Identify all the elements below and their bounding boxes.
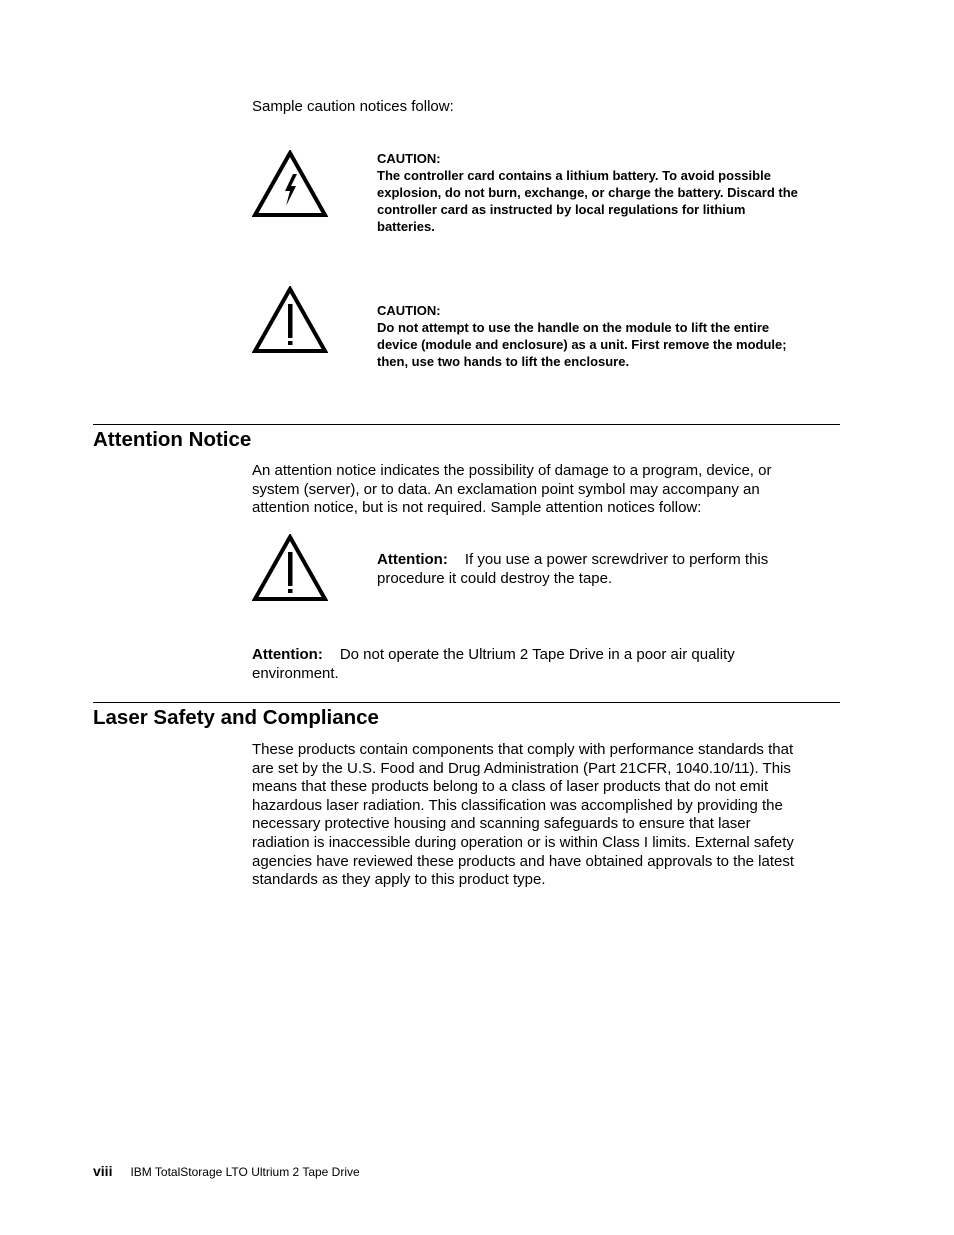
intro-text: Sample caution notices follow:: [252, 98, 454, 115]
paragraph-line: system (server), or to data. An exclamation point symbol may accompany an: [252, 480, 760, 498]
paragraph-line: necessary protective housing and scanning safeguards to ensure that laser: [252, 815, 751, 833]
laser-paragraph: [252, 741, 852, 890]
attention-notice-screwdriver: [377, 551, 842, 588]
attention-label: Attention:: [377, 551, 448, 568]
caution-label: CAUTION:: [377, 151, 441, 166]
attention-line: Do not operate the Ultrium 2 Tape Drive in a poor air quality: [339, 646, 735, 663]
caution-line: batteries.: [377, 219, 435, 234]
caution-line: controller card as instructed by local regulations for lithium: [377, 202, 746, 217]
attention-line: If you use a power screwdriver to perform this: [464, 551, 769, 568]
paragraph-line: are set by the U.S. Food and Drug Administration (Part 21CFR, 1040.10/11). This: [252, 759, 791, 777]
attention-notice-air-quality: [252, 646, 842, 683]
page-footer: [93, 1163, 360, 1181]
section-heading-attention: Attention Notice: [93, 428, 252, 451]
paragraph-line: attention notice, but is not required. Sample attention notices follow:: [252, 499, 702, 517]
caution-line: Do not attempt to use the handle on the module to lift the entire: [377, 320, 770, 335]
section-divider: [93, 702, 840, 703]
attention-label: Attention:: [252, 646, 323, 663]
page-number: viii: [93, 1163, 113, 1179]
paragraph-line: agencies have reviewed these products and have obtained approvals to the latest: [252, 852, 795, 870]
attention-paragraph: [252, 462, 842, 518]
paragraph-line: An attention notice indicates the possibility of damage to a program, device, or: [252, 462, 772, 479]
paragraph-line: means that these products belong to a class of laser products that do not emit: [252, 778, 769, 796]
caution-line: then, use two hands to lift the enclosure.: [377, 354, 630, 369]
caution-notice-lifting: [377, 302, 847, 370]
caution-label: CAUTION:: [377, 303, 441, 318]
paragraph-line: These products contain components that comply with performance standards that: [252, 741, 794, 758]
caution-line: device (module and enclosure) as a unit. First remove the module;: [377, 337, 787, 352]
caution-notice-battery: [377, 150, 847, 235]
paragraph-line: standards as they apply to this product type.: [252, 871, 546, 889]
section-divider: [93, 424, 840, 425]
caution-line: explosion, do not burn, exchange, or charge the battery. Discard the: [377, 185, 798, 200]
paragraph-line: radiation is inaccessible during operation or is within Class I limits. External safety: [252, 833, 794, 851]
caution-line: The controller card contains a lithium battery. To avoid possible: [377, 168, 771, 183]
exclamation-warning-icon: [252, 534, 328, 602]
exclamation-warning-icon: [252, 286, 328, 354]
electrical-hazard-icon: [252, 150, 328, 218]
attention-line: procedure it could destroy the tape.: [377, 569, 613, 587]
paragraph-line: hazardous laser radiation. This classification was accomplished by providing the: [252, 796, 783, 814]
footer-title: IBM TotalStorage LTO Ultrium 2 Tape Drive: [130, 1165, 360, 1179]
attention-line: environment.: [252, 664, 339, 682]
section-heading-laser: Laser Safety and Compliance: [93, 706, 379, 729]
